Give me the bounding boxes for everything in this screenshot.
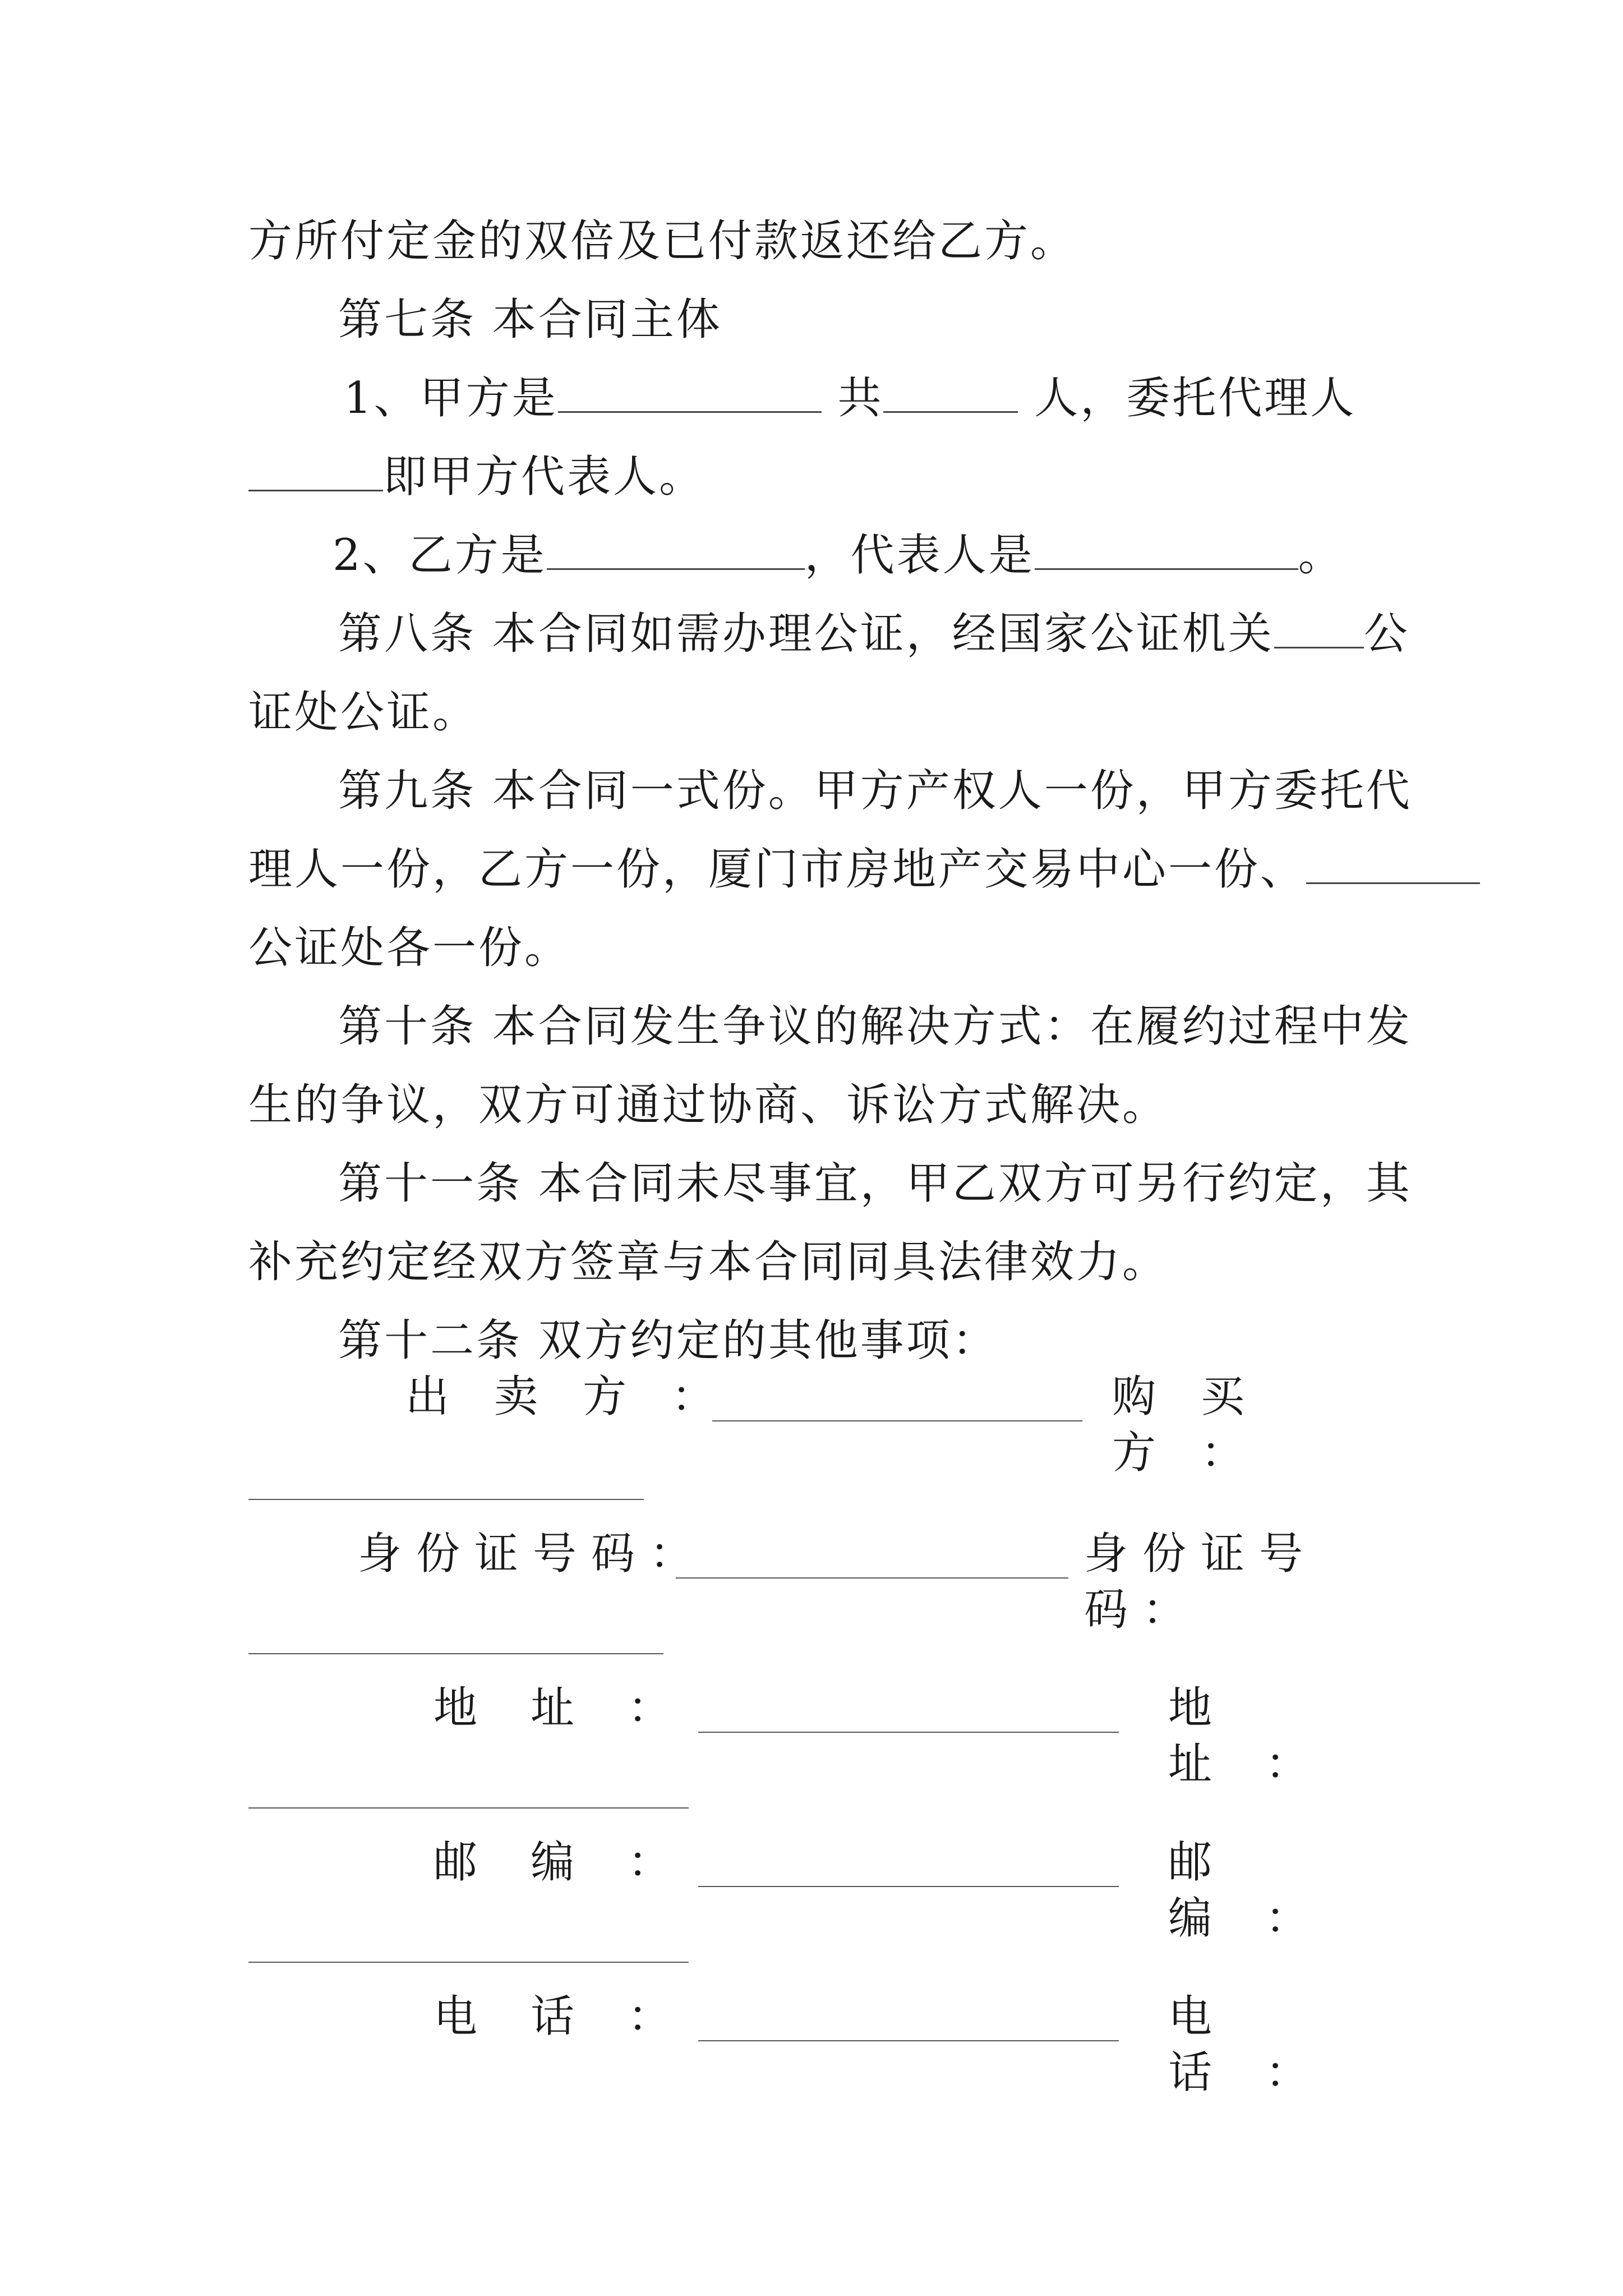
id-row [248, 1526, 1393, 1635]
buyer-sign-line [248, 1498, 644, 1500]
article-7-heading [248, 292, 1482, 348]
paragraph-text: 即甲方代表人。 [383, 452, 706, 502]
zip-label-left: 邮编： [434, 1837, 725, 1888]
zip-label-right: 邮编： [1168, 1837, 1363, 1944]
id-line-left [676, 1576, 1068, 1579]
address-line-right [248, 1806, 689, 1809]
tel-label-right: 电话： [1168, 1991, 1363, 2098]
id-label-left: 身份证号码： [358, 1529, 708, 1579]
zip-line-right [248, 1961, 689, 1963]
paragraph-text: ，代表人是 [804, 530, 1035, 581]
paragraph-text: 第十二条 双方约定的其他事项： [338, 1315, 998, 1366]
paragraph-text: 理人一份，乙方一份，厦门市房地产交易中心一份、 [248, 844, 1307, 895]
article-8-line [248, 606, 1482, 662]
text-line [248, 1234, 1393, 1290]
paragraph-text: 生的争议，双方可通过协商、诉讼方式解决。 [248, 1080, 1169, 1130]
fill-blank [558, 400, 822, 413]
paragraph-text: 共 [837, 373, 884, 424]
text-line [248, 920, 1393, 976]
article-11-line [248, 1156, 1482, 1212]
party-a-line [248, 370, 1488, 426]
zip-row [248, 1834, 1393, 1944]
id-label-right: 身份证号码： [1084, 1529, 1318, 1635]
paragraph-text: 第八条 本合同如需办理公证，经国家公证机关 [338, 609, 1274, 659]
article-10-line [248, 999, 1482, 1055]
fill-blank [547, 557, 805, 570]
party-b-line [248, 527, 1477, 583]
paragraph-text: 公证处各一份。 [248, 923, 571, 973]
fill-blank [1306, 871, 1480, 884]
address-row [248, 1680, 1393, 1789]
text-line [248, 449, 1393, 505]
text-line [248, 841, 1393, 898]
article-9-line [248, 763, 1482, 819]
buyer-label: 购买方： [1112, 1372, 1290, 1478]
paragraph-text: 第十条 本合同发生争议的解决方式：在履约过程中发 [338, 1001, 1412, 1052]
paragraph-text: 方所付定金的双倍及已付款返还给乙方。 [248, 216, 1077, 266]
text-line [248, 213, 1393, 269]
text-line [248, 1077, 1393, 1133]
seller-label: 出卖方： [405, 1372, 760, 1422]
paragraph-text: 人，委托代理人 [1034, 373, 1357, 424]
paragraph-text: 2、乙方是 [333, 530, 547, 581]
article-12-line [248, 1313, 1482, 1369]
zip-line-left [698, 1885, 1119, 1887]
tel-line-left [698, 2039, 1119, 2041]
paragraph-text: 第九条 本合同一式份。甲方产权人一份，甲方委托代 [338, 766, 1412, 816]
fill-blank [1035, 557, 1298, 570]
paragraph-text: 公 [1363, 609, 1410, 659]
address-label-left: 地址： [434, 1683, 725, 1733]
paragraph-text: 第七条 本合同主体 [338, 295, 722, 345]
seller-sign-line [712, 1419, 1082, 1421]
paragraph-text: 补充约定经双方签章与本合同同具法律效力。 [248, 1237, 1169, 1287]
tel-label-left: 电话： [434, 1991, 725, 2042]
fill-blank [883, 400, 1018, 413]
paragraph-text: 1、甲方是 [344, 373, 558, 424]
seller-buyer-row [248, 1369, 1393, 1478]
fill-blank [248, 478, 383, 491]
id-line-right [248, 1652, 663, 1654]
tel-row [248, 1989, 1393, 2098]
paragraph-text: 。 [1298, 530, 1344, 581]
address-label-right: 地址： [1168, 1683, 1363, 1789]
paragraph-text: 证处公证。 [248, 687, 479, 738]
fill-blank [1274, 636, 1364, 648]
text-line [248, 684, 1393, 740]
paragraph-text: 第十一条 本合同未尽事宜，甲乙双方可另行约定，其 [338, 1158, 1412, 1209]
address-line-left [698, 1731, 1119, 1733]
